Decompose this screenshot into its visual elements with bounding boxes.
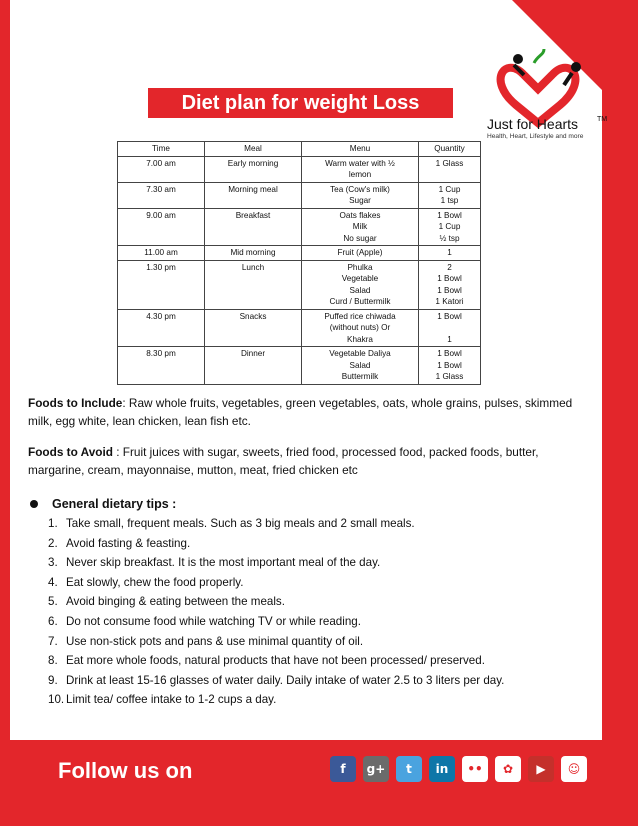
bullet-icon [30, 500, 38, 508]
linkedin-icon[interactable]: in [429, 756, 455, 782]
cell-meal: Lunch [205, 260, 302, 309]
cell-time: 4.30 pm [118, 309, 205, 347]
table-header-row [118, 142, 481, 157]
cell-menu [302, 347, 419, 385]
table-row [118, 260, 481, 309]
tip-text: Avoid fasting & feasting. [66, 536, 191, 550]
tip-number: 6. [48, 614, 58, 628]
cell-quantity-line: 1 Bowl [437, 274, 462, 283]
cell-menu [302, 208, 419, 246]
cell-menu-line: Buttermilk [341, 372, 379, 381]
header-menu: Menu [302, 142, 419, 157]
brand-tagline: Health, Heart, Lifestyle and more [487, 133, 584, 140]
tip-item [48, 553, 504, 573]
foods-to-avoid [28, 443, 573, 479]
cell-quantity-line: 2 [447, 262, 452, 272]
tip-item [48, 573, 504, 593]
tip-text: Never skip breakfast. It is the most important meal of the day. [66, 556, 381, 570]
cell-menu-line: Sugar [349, 196, 371, 205]
cell-menu-line: Fruit (Apple) [337, 248, 383, 257]
tip-item [48, 651, 504, 671]
cell-time: 7.00 am [118, 156, 205, 182]
cell-menu-line: No sugar [343, 233, 377, 243]
cell-menu [302, 309, 419, 347]
cell-quantity-line: 1 Bowl [437, 285, 462, 295]
tip-item [48, 632, 504, 652]
cell-quantity [419, 182, 481, 208]
tip-number: 7. [48, 634, 58, 648]
cell-menu-line: lemon [348, 170, 372, 179]
foods-to-include-label: Foods to Include [28, 396, 123, 410]
tip-item [48, 534, 504, 554]
foods-to-include [28, 394, 573, 430]
cell-menu-line: Salad [349, 360, 371, 370]
cell-quantity-line: 1 Glass [435, 158, 464, 168]
cell-quantity-line: ½ tsp [439, 233, 460, 243]
facebook-icon[interactable]: f [330, 756, 356, 782]
tips-list [48, 514, 504, 710]
cell-quantity [419, 156, 481, 182]
table-row [118, 309, 481, 347]
tip-text: Use non-stick pots and pans & use minimal quantity of oil. [66, 634, 364, 648]
tip-text: Limit tea/ coffee intake to 1-2 cups a day. [66, 693, 277, 707]
header-meal: Meal [205, 142, 302, 157]
cell-meal: Snacks [205, 309, 302, 347]
tip-number: 3. [48, 556, 58, 570]
cell-menu-line: Vegetable Daliya [329, 349, 391, 358]
cell-quantity-line: 1 Bowl [437, 210, 462, 220]
tip-number: 4. [48, 575, 58, 589]
tip-text: Drink at least 15-16 glasses of water daily. Daily intake of water 2.5 to 3 liters per day. [66, 673, 505, 687]
tip-number: 9. [48, 673, 58, 687]
flickr-icon[interactable]: •• [462, 756, 488, 782]
cell-quantity [419, 347, 481, 385]
community-icon[interactable]: ☺ [561, 756, 587, 782]
cell-meal: Early morning [205, 156, 302, 182]
cell-menu-line: Tea (Cow's milk) [330, 184, 390, 194]
youtube-icon[interactable]: ▶ [528, 756, 554, 782]
cell-quantity-line [422, 322, 477, 334]
foods-to-avoid-label: Foods to Avoid [28, 445, 113, 459]
tip-item [48, 514, 504, 534]
cell-meal: Dinner [205, 347, 302, 385]
header-quantity: Quantity [419, 142, 481, 157]
cell-menu-line: Phulka [347, 262, 373, 272]
trademark-mark: TM [597, 116, 608, 123]
tip-number: 2. [48, 536, 58, 550]
cell-menu-line: Oats flakes [339, 210, 381, 220]
table-row [118, 156, 481, 182]
cell-time: 8.30 pm [118, 347, 205, 385]
brand-name: Just for Hearts [487, 116, 579, 132]
table-row [118, 347, 481, 385]
table-row [118, 208, 481, 246]
diet-plan-table [117, 141, 481, 385]
cell-menu-line: Milk [352, 222, 368, 231]
cell-meal: Mid morning [205, 246, 302, 261]
cell-quantity-line: 1 [447, 248, 452, 257]
cell-meal: Breakfast [205, 208, 302, 246]
cell-menu-line: Khakra [347, 334, 373, 344]
cell-menu [302, 246, 419, 261]
google-plus-icon[interactable]: g+ [363, 756, 389, 782]
cell-quantity-line: 1 Glass [435, 372, 464, 381]
tips-heading [30, 497, 176, 511]
cell-quantity-line: 1 Cup [438, 184, 461, 194]
tip-text: Do not consume food while watching TV or while reading. [66, 614, 361, 628]
tip-number: 5. [48, 595, 58, 609]
tip-text: Take small, frequent meals. Such as 3 big meals and 2 small meals. [66, 517, 415, 530]
table-row [118, 246, 481, 261]
cell-menu-line: Vegetable [341, 274, 379, 283]
cell-time: 7.30 am [118, 182, 205, 208]
tip-item [48, 690, 504, 710]
social-icons [330, 756, 587, 782]
tip-number: 10. [48, 693, 65, 707]
tip-item [48, 671, 504, 691]
foods-to-include-text: : Raw whole fruits, vegetables, green vegetables, oats, whole grains, pulses, skimmed milk, egg white, lean chicken, lean fish etc. [28, 396, 573, 428]
twitter-icon[interactable]: t [396, 756, 422, 782]
tips-heading-text: General dietary tips : [52, 497, 177, 511]
cell-meal: Morning meal [205, 182, 302, 208]
tip-text: Avoid binging & eating between the meals. [66, 595, 285, 609]
tip-item [48, 592, 504, 612]
cell-quantity [419, 246, 481, 261]
tip-number: 1. [48, 517, 58, 530]
cell-quantity-line: 1 tsp [440, 196, 459, 205]
cell-menu-line: (without nuts) Or [329, 323, 391, 332]
cell-quantity [419, 208, 481, 246]
cell-quantity-line: 1 Bowl [437, 360, 462, 370]
cell-menu [302, 260, 419, 309]
cell-menu [302, 182, 419, 208]
cell-time: 9.00 am [118, 208, 205, 246]
cell-quantity [419, 309, 481, 347]
diet-table-body [118, 156, 481, 384]
cell-quantity-line: 1 Cup [438, 222, 461, 231]
cell-time: 11.00 am [118, 246, 205, 261]
tip-number: 8. [48, 654, 58, 668]
foods-to-avoid-text: : Fruit juices with sugar, sweets, fried food, processed food, packed foods, butter, margarine, cream, mayonnaise, mutton, meat, fried chicken etc [28, 445, 539, 477]
cell-quantity-line: 1 Katori [435, 297, 464, 306]
cell-quantity [419, 260, 481, 309]
cell-menu-line: Curd / Buttermilk [329, 297, 391, 306]
cell-time: 1.30 pm [118, 260, 205, 309]
header-time: Time [118, 142, 205, 157]
table-row [118, 182, 481, 208]
cell-menu [302, 156, 419, 182]
cell-menu-line: Salad [349, 285, 371, 295]
tip-item [48, 612, 504, 632]
tip-text: Eat more whole foods, natural products that have not been processed/ preserved. [66, 654, 485, 668]
follow-us-label: Follow us on [58, 758, 193, 783]
tip-text: Eat slowly, chew the food properly. [66, 575, 244, 589]
cell-menu-line: Warm water with ½ [325, 158, 395, 168]
cell-quantity-line: 1 [447, 334, 452, 344]
cell-menu-line: Puffed rice chiwada [324, 311, 396, 321]
cell-quantity-line: 1 Bowl [437, 311, 462, 321]
page-title: Diet plan for weight Loss [148, 88, 453, 118]
picasa-icon[interactable]: ✿ [495, 756, 521, 782]
cell-quantity-line: 1 Bowl [437, 349, 462, 358]
